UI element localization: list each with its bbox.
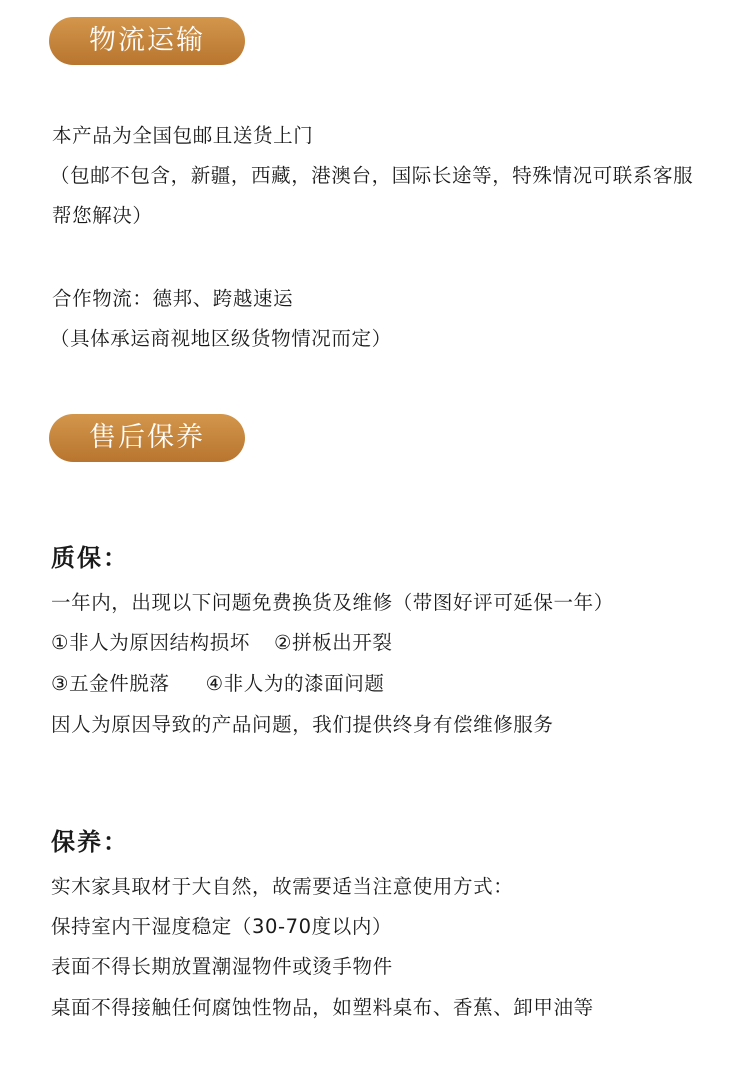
- logistics-line-carrier-note: （具体承运商视地区级货物情况而定）: [50, 327, 392, 350]
- section-heading-after-sales: 售后保养: [49, 414, 245, 462]
- maintenance-title: 保养：: [51, 828, 129, 856]
- maintenance-line-humidity: 保持室内干湿度稳定（30-70度以内）: [51, 915, 393, 938]
- warranty-item-3: ③五金件脱落: [51, 672, 170, 695]
- maintenance-line-corrosive: 桌面不得接触任何腐蚀性物品，如塑料桌布、香蕉、卸甲油等: [51, 996, 594, 1019]
- maintenance-line-intro: 实木家具取材于大自然，故需要适当注意使用方式：: [51, 875, 514, 898]
- logistics-line-exclusions-cont: 帮您解决）: [52, 204, 153, 227]
- warranty-items-row-2: [51, 668, 384, 696]
- warranty-line-intro: 一年内，出现以下问题免费换货及维修（带图好评可延保一年）: [51, 591, 614, 614]
- warranty-title: 质保：: [51, 544, 129, 572]
- logistics-line-exclusions: （包邮不包含，新疆，西藏，港澳台，国际长途等，特殊情况可联系客服: [50, 164, 694, 187]
- maintenance-line-surface: 表面不得长期放置潮湿物件或烫手物件: [51, 955, 393, 978]
- warranty-item-4: ④非人为的漆面问题: [205, 672, 385, 695]
- logistics-line-carriers: 合作物流：德邦、跨越速运: [52, 287, 294, 310]
- warranty-line-lifetime: 因人为原因导致的产品问题，我们提供终身有偿维修服务: [51, 713, 554, 736]
- logistics-line-free-shipping: 本产品为全国包邮且送货上门: [52, 124, 314, 147]
- section-heading-logistics: 物流运输: [49, 17, 245, 65]
- warranty-items-row-1: [51, 627, 393, 655]
- warranty-item-2: ②拼板出开裂: [273, 631, 393, 654]
- warranty-item-1: ①非人为原因结构损坏: [51, 631, 250, 654]
